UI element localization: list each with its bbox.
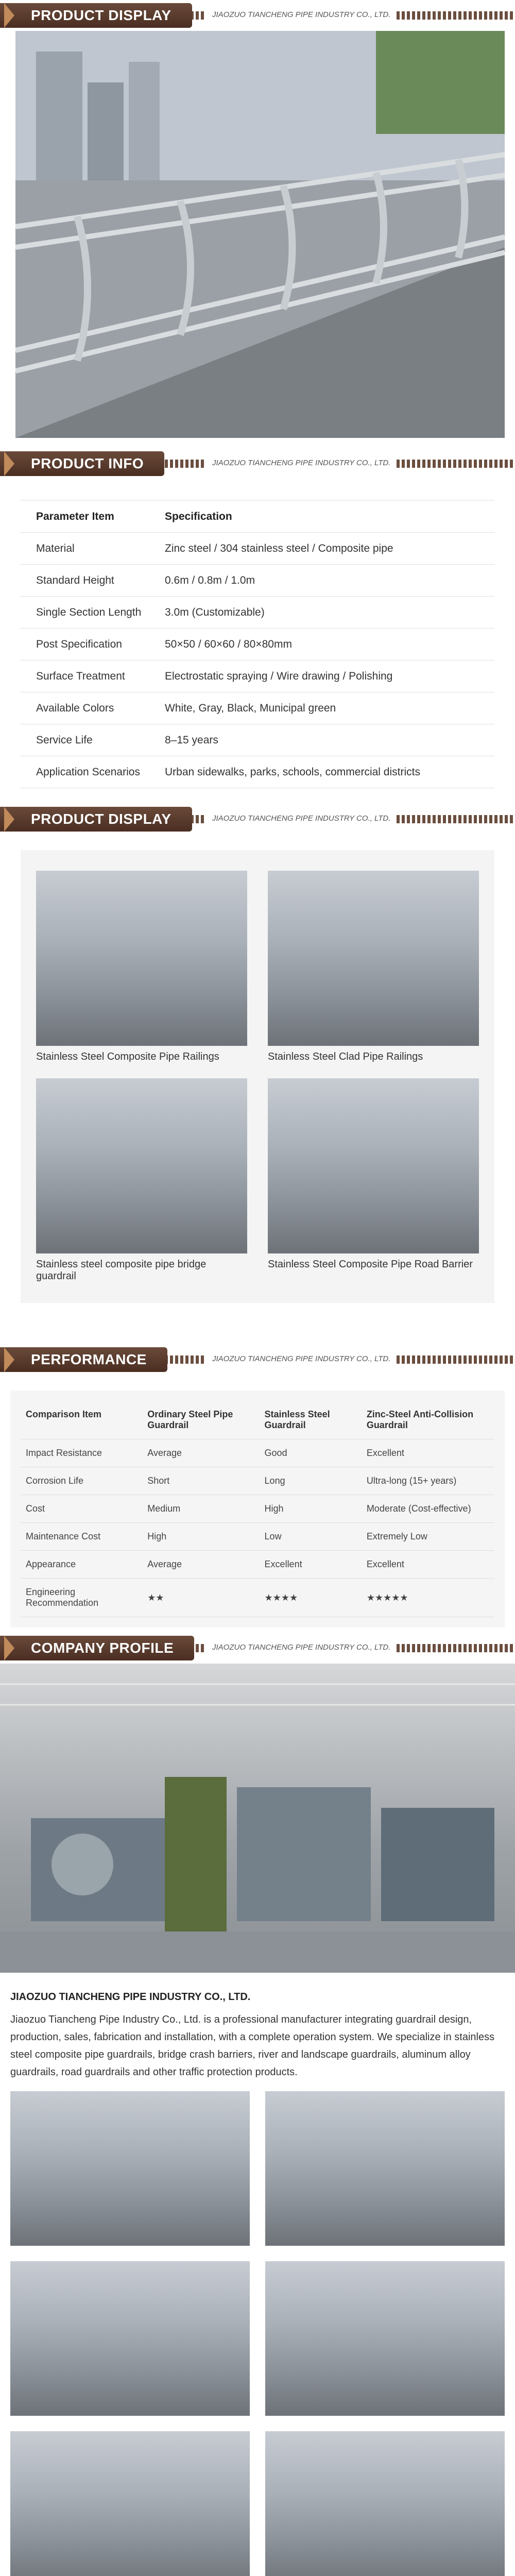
company-name: JIAOZUO TIANCHENG PIPE INDUSTRY CO., LTD. — [206, 7, 397, 23]
section-title: PRODUCT DISPLAY — [0, 3, 192, 28]
factory-image — [10, 2261, 250, 2416]
table-row: Maintenance Cost High Low Extremely Low — [21, 1523, 494, 1551]
product-image — [268, 871, 479, 1046]
product-caption: Stainless steel composite pipe bridge guardrail — [36, 1259, 207, 1282]
product-caption: Stainless Steel Composite Pipe Road Barrier — [268, 1259, 473, 1270]
table-row: Surface Treatment Electrostatic spraying / Wire drawing / Polishing — [21, 660, 494, 692]
factory-image — [265, 2261, 505, 2416]
table-header: Parameter Item Specification — [21, 501, 494, 533]
product-card[interactable] — [268, 1078, 479, 1282]
section-header-company-profile — [0, 1633, 515, 1664]
table-row: Post Specification 50×50 / 60×60 / 80×80mm — [21, 629, 494, 660]
section-header-performance — [0, 1344, 515, 1375]
railing-illustration — [15, 31, 505, 438]
table-row: Cost Medium High Moderate (Cost-effective) — [21, 1495, 494, 1523]
table-header: Comparison Item Ordinary Steel Pipe Guardrail Stainless Steel Guardrail Zinc-Steel Anti-Collision Guardrail — [21, 1401, 494, 1439]
table-row: Standard Height 0.6m / 0.8m / 1.0m — [21, 565, 494, 597]
table-row: Material Zinc steel / 304 stainless steel / Composite pipe — [21, 533, 494, 565]
table-row: Appearance Average Excellent Excellent — [21, 1551, 494, 1579]
table-row: Service Life 8–15 years — [21, 724, 494, 756]
section-title: PRODUCT DISPLAY — [0, 807, 192, 832]
section-header-product-display — [0, 0, 515, 31]
company-profile-text — [0, 1988, 515, 2081]
product-card[interactable] — [36, 1078, 247, 1282]
table-row: Single Section Length 3.0m (Customizable) — [21, 597, 494, 629]
product-card[interactable] — [268, 871, 479, 1063]
table-row: Available Colors White, Gray, Black, Municipal green — [21, 692, 494, 724]
factory-image — [10, 2431, 250, 2576]
product-grid — [21, 850, 494, 1303]
section-title: COMPANY PROFILE — [0, 1636, 194, 1660]
company-name: JIAOZUO TIANCHENG PIPE INDUSTRY CO., LTD. — [206, 455, 397, 471]
company-name: JIAOZUO TIANCHENG PIPE INDUSTRY CO., LTD. — [206, 1640, 397, 1655]
section-title: PERFORMANCE — [0, 1347, 167, 1372]
product-card[interactable] — [36, 871, 247, 1063]
factory-image — [265, 2091, 505, 2246]
section-title: PRODUCT INFO — [0, 451, 164, 476]
factory-image — [265, 2431, 505, 2576]
profile-title: JIAOZUO TIANCHENG PIPE INDUSTRY CO., LTD. — [10, 1991, 251, 2003]
product-info-table — [21, 500, 494, 788]
product-image — [36, 871, 247, 1046]
factory-photo — [0, 1664, 515, 1973]
factory-image — [10, 2091, 250, 2246]
section-header-product-info — [0, 448, 515, 479]
company-name: JIAOZUO TIANCHENG PIPE INDUSTRY CO., LTD. — [206, 1351, 397, 1367]
table-row: Application Scenarios Urban sidewalks, parks, schools, commercial districts — [21, 756, 494, 788]
profile-body: Jiaozuo Tiancheng Pipe Industry Co., Ltd. is a professional manufacturer integrating guardrail design, production, sales, fabrication and installation, with a complete operation system. We specialize in stainless steel composite pipe guardrails, bridge crash barriers, river and landscape guardrails, aluminum alloy guardrails, road guardrails and other traffic protection products. — [10, 2014, 495, 2078]
product-image — [268, 1078, 479, 1253]
section-header-product-display-2 — [0, 804, 515, 835]
table-row: Corrosion Life Short Long Ultra-long (15+ years) — [21, 1467, 494, 1495]
product-caption: Stainless Steel Composite Pipe Railings — [36, 1051, 219, 1062]
performance-table — [10, 1391, 505, 1628]
product-caption: Stainless Steel Clad Pipe Railings — [268, 1051, 423, 1062]
hero-railing-photo — [15, 31, 505, 438]
product-image — [36, 1078, 247, 1253]
factory-thumbs — [10, 2091, 505, 2576]
table-row: Engineering Recommendation ★★ ★★★★ ★★★★★ — [21, 1579, 494, 1617]
company-name: JIAOZUO TIANCHENG PIPE INDUSTRY CO., LTD. — [206, 811, 397, 826]
table-row: Impact Resistance Average Good Excellent — [21, 1439, 494, 1467]
